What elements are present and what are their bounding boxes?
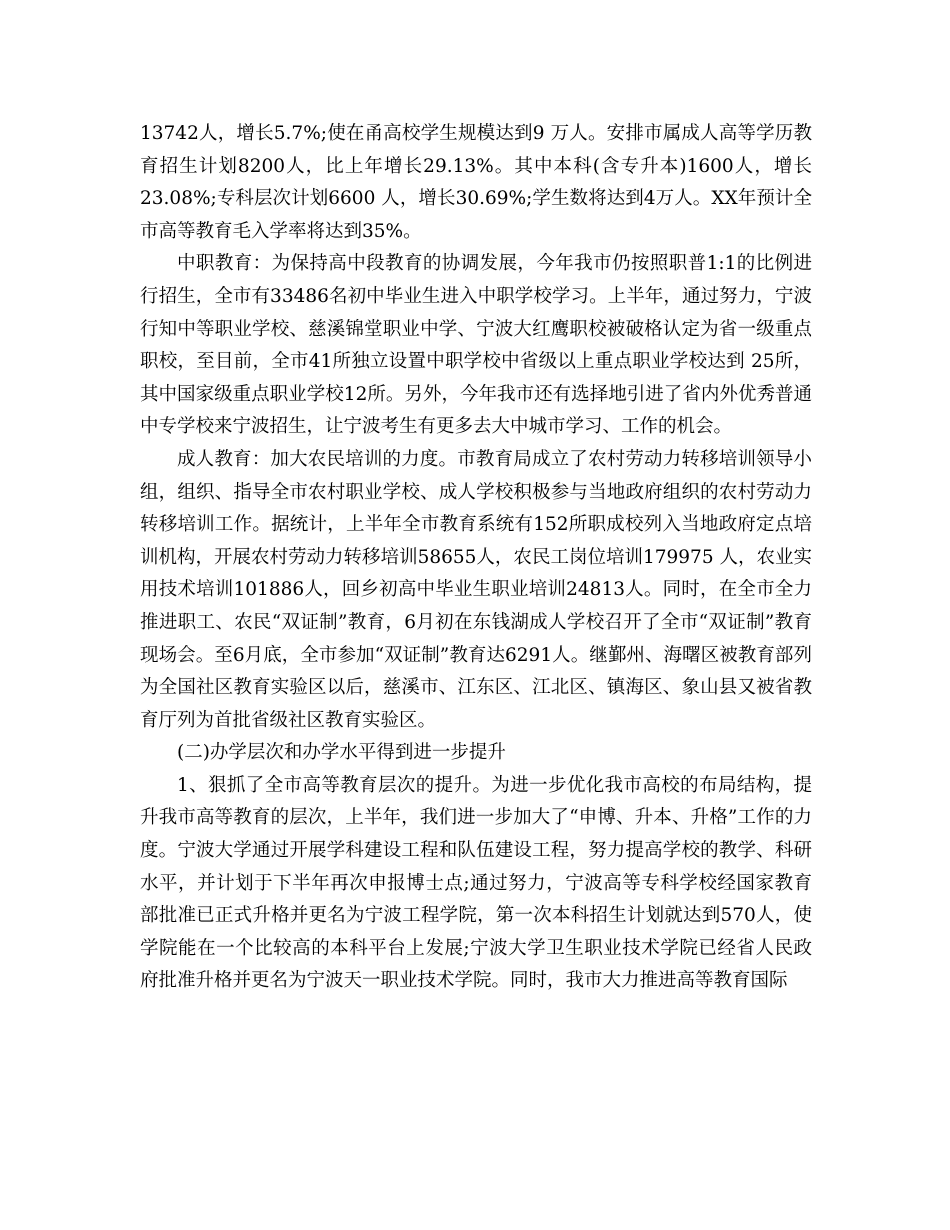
paragraph-higher-education-stats: 13742人，增长5.7%;使在甬高校学生规模达到9 万人。安排市属成人高等学历教育招生计划8200人，比上年增长29.13%。其中本科(含专升本)1600人，增长23.08%;专科层次计划6600 人，增长30.69%;学生数将达到4万人。XX年预计全市高等教育毛入学率将达到35%。: [140, 123, 812, 242]
paragraph-higher-education-level: 1、狠抓了全市高等教育层次的提升。为进一步优化我市高校的布局结构，提升我市高等教育的层次，上半年，我们进一步加大了“申博、升本、升格”工作的力度。宁波大学通过开展学科建设工程和队伍建设工程，努力提高学校的教学、科研水平，并计划于下半年再次申报博士点;通过努力，宁波高等专科学校经国家教育部批准已正式升格并更名为宁波工程学院，第一次本科招生计划就达到570人，使学院能在一个比较高的本科平台上发展;宁波大学卫生职业技术学院已经省人民政府批准升格并更名为宁波天一职业技术学院。同时，我市大力推进高等教育国际: [140, 774, 812, 992]
section-heading: (二)办学层次和办学水平得到进一步提升: [177, 742, 506, 764]
document-body: [140, 118, 812, 998]
paragraph-adult-education: 成人教育：加大农民培训的力度。市教育局成立了农村劳动力转移培训领导小组，组织、指导全市农村职业学校、成人学校积极参与当地政府组织的农村劳动力转移培训工作。据统计，上半年全市教育系统有152所职成校列入当地政府定点培训机构，开展农村劳动力转移培训58655人，农民工岗位培训179975 人，农业实用技术培训101886人，回乡初高中毕业生职业培训24813人。同时，在全市全力推进职工、农民“双证制”教育，6月初在东钱湖成人学校召开了全市“双证制”教育现场会。至6月底，全市参加“双证制”教育达6291人。继鄞州、海曙区被教育部列为全国社区教育实验区以后，慈溪市、江东区、江北区、镇海区、象山县又被省教育厅列为首批省级社区教育实验区。: [140, 448, 812, 731]
paragraph-vocational-education: 中职教育：为保持高中段教育的协调发展，今年我市仍按照职普1:1的比例进行招生，全市有33486名初中毕业生进入中职学校学习。上半年，通过努力，宁波行知中等职业学校、慈溪锦堂职业中学、宁波大红鹰职校被破格认定为省一级重点职校，至目前，全市41所独立设置中职学校中省级以上重点职业学校达到 25所，其中国家级重点职业学校12所。另外，今年我市还有选择地引进了省内外优秀普通中专学校来宁波招生，让宁波考生有更多去大中城市学习、工作的机会。: [140, 253, 812, 438]
